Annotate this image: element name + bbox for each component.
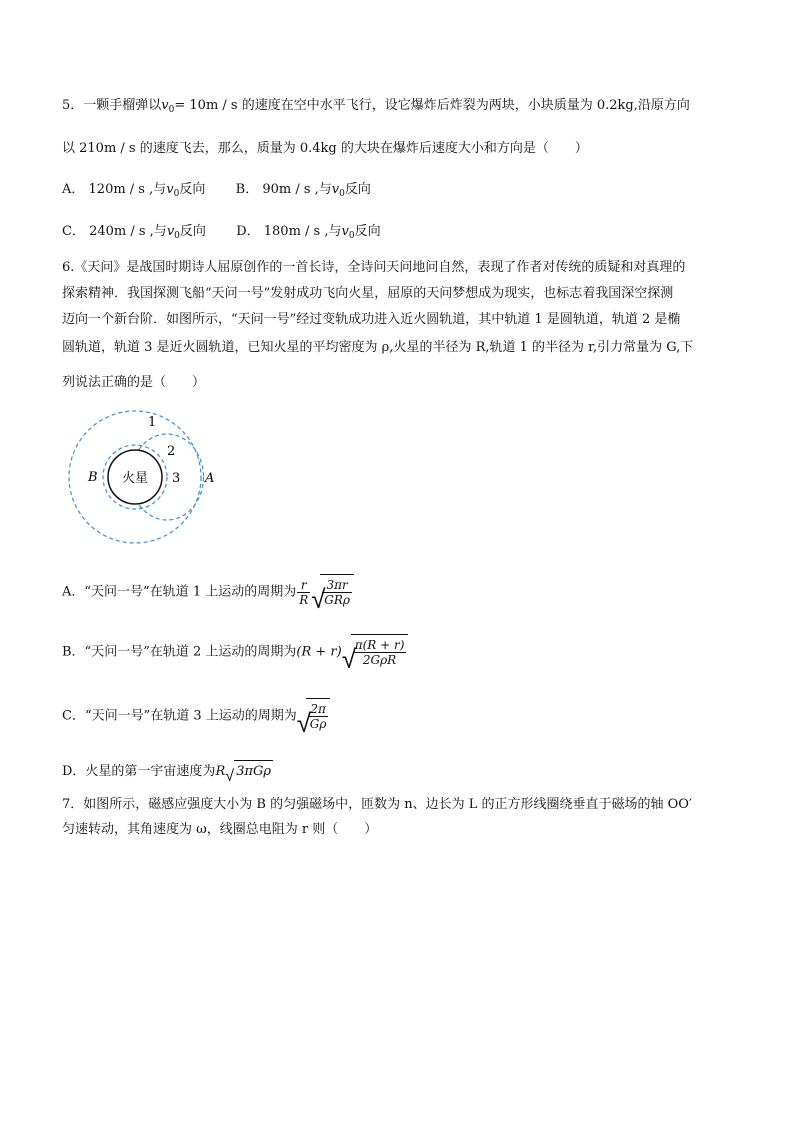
q5-stem-line-1 [62, 97, 690, 119]
q6-stem-line-3: 迈向一个新台阶．如图所示，“天问一号”经过变轨成功进入近火圆轨道，其中轨道 1 是圆轨道，轨道 2 是椭 [62, 312, 681, 327]
q6-option-c: C．“天问一号”在轨道 3 上运动的周期为 √ $\frac{2\pi}{G\rho}$ [62, 698, 330, 735]
q6-stem-line-4: 圆轨道，轨道 3 是近火圆轨道，已知火星的平均密度为 ρ,火星的半径为 R,轨道 1 的半径为 r,引力常量为 G,下 [62, 340, 694, 355]
q6-option-b: B．“天问一号”在轨道 2 上运动的周期为(R + r) √ $\frac{\pi(R + r)}{\text{2GρR}}$ [62, 634, 408, 671]
q5-option-b: B． 90m / s ,与$v_0$反向 [235, 182, 371, 199]
option-b-radical: √ $\frac{\pi(R + r)}{\text{2GρR}}$ [342, 634, 409, 671]
q6-stem-line-5: 列说法正确的是（ ） [62, 375, 206, 390]
option-a-fraction: $\frac{r}{R}$ [299, 578, 309, 607]
option-a-radical: √ $\frac{3\pi r}{\text{GRρ}}$ [311, 574, 354, 611]
orbit-3-label: 3 [172, 471, 181, 486]
orbit-2-label: 2 [167, 444, 176, 459]
q5-option-d: D． 180m / s ,与$v_0$反向 [236, 224, 381, 241]
q5-text: = 10m / s 的速度在空中水平飞行，设它爆炸后炸裂为两块，小块质量为 0.2kg,沿原方向 [174, 98, 690, 113]
point-b-label: B [88, 470, 98, 485]
q6-option-d: D．火星的第一宇宙速度为R√ 3πGρ [62, 760, 273, 783]
q5-option-a: A． 120m / s ,与$v_0$反向 [62, 182, 206, 199]
orbit-diagram [66, 384, 216, 544]
q6-option-a: A．“天问一号”在轨道 1 上运动的周期为 $\frac{r}{R}$ √ $\frac{3\pi r}{\text{GRρ}}$ [62, 574, 354, 611]
q6-stem-line-1: 6.《天问》是战国时期诗人屈原创作的一首长诗，全诗问天问地问自然，表现了作者对传统的质疑和对真理的 [62, 260, 686, 275]
planet-label: 火星 [121, 471, 149, 486]
v0-subscript: 0 [168, 105, 175, 115]
q5-stem-line-2: 以 210m / s 的速度飞去，那么，质量为 0.4kg 的大块在爆炸后速度大小和方向是（ ） [62, 141, 588, 156]
q5-options-cd [62, 223, 381, 245]
q7-stem-line-2: 匀速转动，其角速度为 ω，线圈总电阻为 r 则（ ） [62, 822, 378, 837]
orbit-1-label: 1 [148, 415, 157, 430]
q5-text: 5．一颗手榴弹以 [62, 98, 162, 113]
q7-stem-line-1: 7．如图所示，磁感应强度大小为 B 的匀强磁场中，匝数为 n、边长为 L 的正方形线圈绕垂直于磁场的轴 OO′ [62, 797, 692, 812]
v0-symbol: v [161, 98, 169, 113]
point-a-label: A [205, 471, 215, 486]
q6-stem-line-2: 探索精神．我国探测飞船“天问一号”发射成功飞向火星，屈原的天问梦想成为现实，也标志着我国深空探测 [62, 286, 674, 301]
option-d-radical: √ 3πGρ [225, 760, 273, 783]
q5-options-ab [62, 181, 371, 203]
option-c-radical: √ $\frac{2\pi}{G\rho}$ [297, 698, 331, 735]
q5-option-c: C． 240m / s ,与$v_0$反向 [62, 224, 206, 241]
